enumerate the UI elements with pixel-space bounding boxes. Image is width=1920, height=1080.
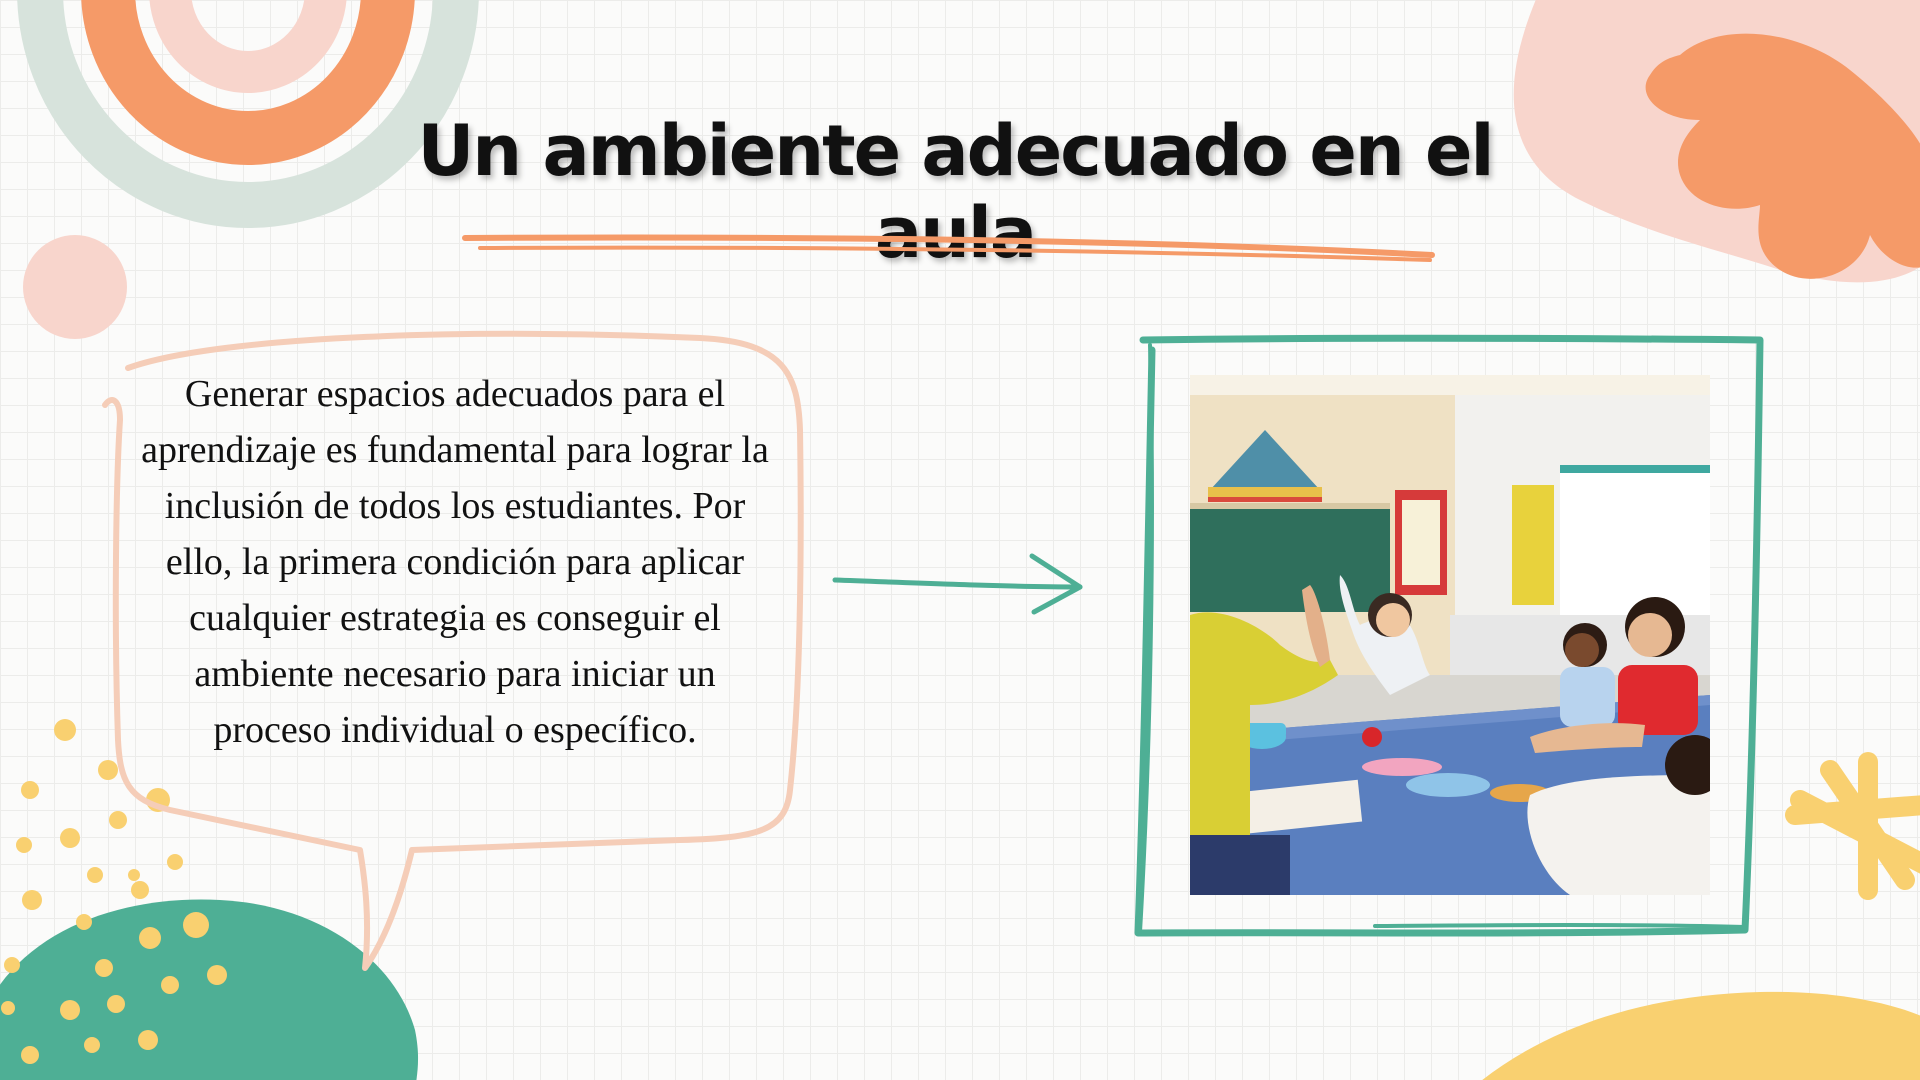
classroom-photo xyxy=(1190,375,1710,895)
page-title: Un ambiente adecuado en el aula xyxy=(417,110,1493,274)
child-figure-4 xyxy=(1527,775,1710,895)
bubble-paragraph: Generar espacios adecuados para el aprendizaje es fundamental para lograr la inclusión de todos los estudiantes. Por ello, la primera condición para aplicar cualquier estrategia es conseguir el ambiente necesario para iniciar un proceso individual o específico. xyxy=(141,373,769,751)
